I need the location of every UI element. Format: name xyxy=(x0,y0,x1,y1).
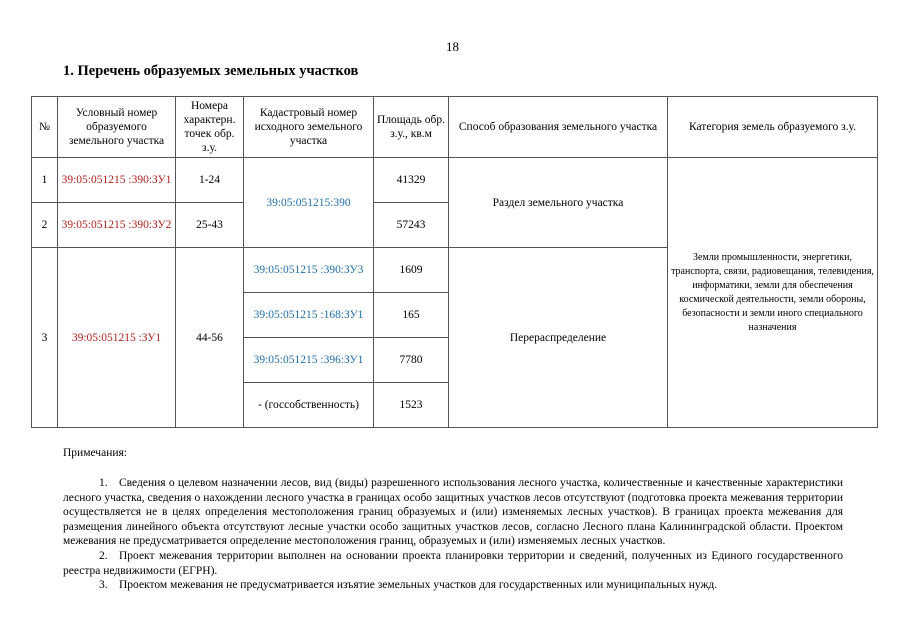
header-method: Способ образования земельного участка xyxy=(449,97,668,158)
area-value: 57243 xyxy=(374,203,449,248)
table-header-row xyxy=(32,97,878,158)
notes-heading: Примечания: xyxy=(63,447,127,459)
formation-method: Раздел земельного участка xyxy=(449,158,668,248)
header-area: Площадь обр. з.у., кв.м xyxy=(374,97,449,158)
notes-list xyxy=(63,476,843,593)
note-text: Сведения о целевом назначении лесов, вид (виды) разрешенного использования лесного участка, количественные и качественные характеристики лесного участка, сведения о нахождении лесного участка в границах особо защитных участков лесов отсутствуют (подготовка проекта межевания территории осуществляется не в целях определения местоположения границ образуемых и (или) изменяемых лесных участков). В границах проекта межевания для размещения линейного объекта отсутствуют лесные участки особо защитных участков лесов, согласно Лесного плана Калининградской области. Проектом межевания не предусматривается определение местоположения границ, образуемых и (или) изменяемых лесных участков. xyxy=(63,477,843,548)
conditional-number: 39:05:051215 :390:ЗУ2 xyxy=(58,203,176,248)
note-item xyxy=(63,549,843,578)
area-value: 165 xyxy=(374,293,449,338)
note-number: 1. xyxy=(99,477,108,489)
conditional-number: 39:05:051215 :ЗУ1 xyxy=(58,248,176,428)
formation-method: Перераспределение xyxy=(449,248,668,428)
page-number: 18 xyxy=(446,39,459,54)
note-text: Проектом межевания не предусматривается изъятие земельных участков для государственных или муниципальных нужд. xyxy=(119,579,718,592)
header-category: Категория земель образуемого з.у. xyxy=(668,97,878,158)
header-source-cadastral: Кадастровый номер исходного земельного участка xyxy=(244,97,374,158)
note-item xyxy=(63,578,843,593)
header-num: № xyxy=(32,97,58,158)
source-cadastral-number: - (госсобственность) xyxy=(244,383,374,428)
points-range: 44-56 xyxy=(176,248,244,428)
header-conditional-number: Условный номер образуемого земельного участка xyxy=(58,97,176,158)
section-title: 1. Перечень образуемых земельных участков xyxy=(63,63,359,79)
land-plots-table xyxy=(31,96,878,428)
source-cadastral-number: 39:05:051215 :396:ЗУ1 xyxy=(244,338,374,383)
note-number: 3. xyxy=(99,579,108,592)
row-num: 3 xyxy=(32,248,58,428)
note-number: 2. xyxy=(99,549,108,562)
points-range: 25-43 xyxy=(176,203,244,248)
area-value: 1609 xyxy=(374,248,449,293)
header-points: Номера характерн. точек обр. з.у. xyxy=(176,97,244,158)
area-value: 41329 xyxy=(374,158,449,203)
source-cadastral-number: 39:05:051215:390 xyxy=(244,158,374,248)
row-num: 2 xyxy=(32,203,58,248)
source-cadastral-number: 39:05:051215 :390:ЗУ3 xyxy=(244,248,374,293)
source-cadastral-number: 39:05:051215 :168:ЗУ1 xyxy=(244,293,374,338)
note-item xyxy=(63,476,843,549)
conditional-number: 39:05:051215 :390:ЗУ1 xyxy=(58,158,176,203)
area-value: 1523 xyxy=(374,383,449,428)
table-row xyxy=(32,158,878,203)
row-num: 1 xyxy=(32,158,58,203)
note-text: Проект межевания территории выполнен на основании проекта планировки территории и сведений, полученных из Единого государственного реестра недвижимости (ЕГРН). xyxy=(63,549,843,577)
points-range: 1-24 xyxy=(176,158,244,203)
land-category: Земли промышленности, энергетики, транспорта, связи, радиовещания, телевидения, информатики, земли для обеспечения космической деятельности, земли обороны, безопасности и земли иного специального назначения xyxy=(668,158,878,428)
area-value: 7780 xyxy=(374,338,449,383)
